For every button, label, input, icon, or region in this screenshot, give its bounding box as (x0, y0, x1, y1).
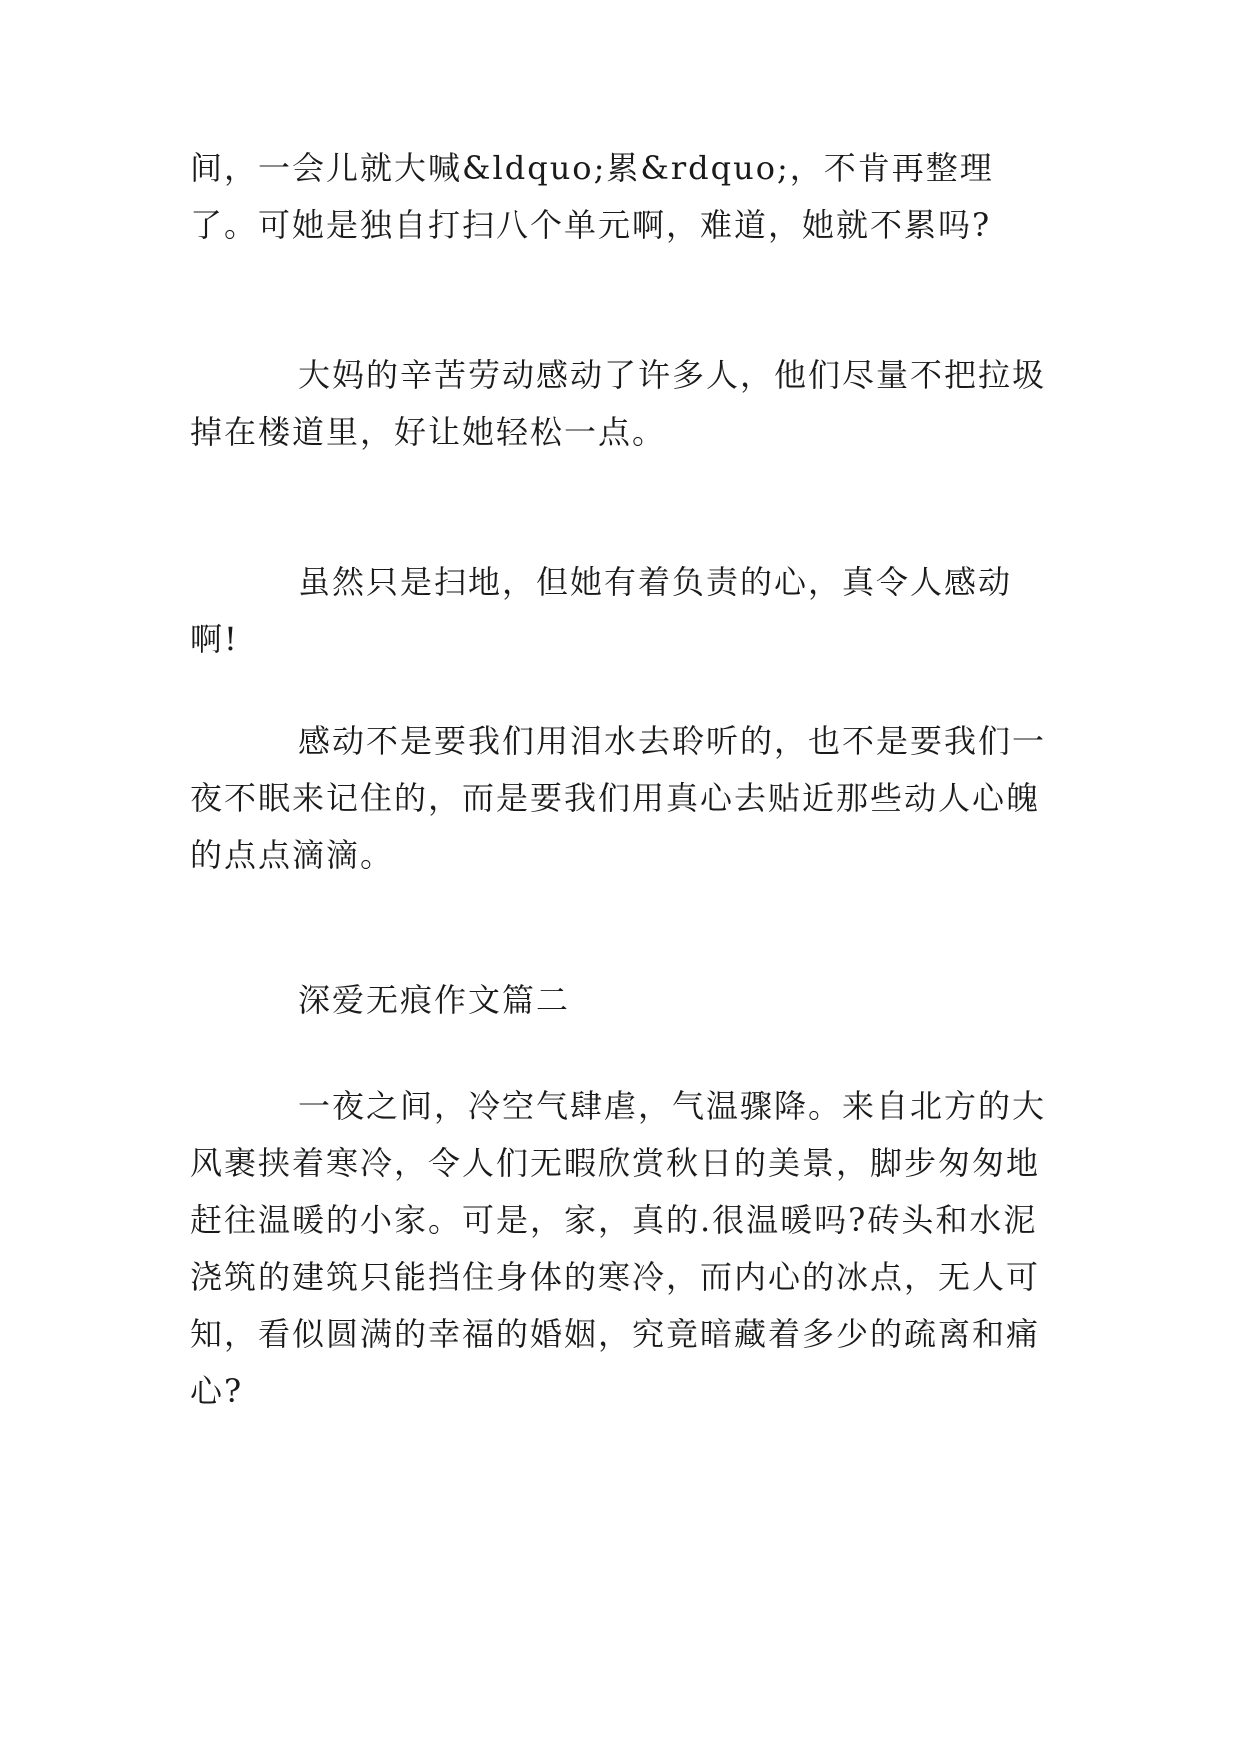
paragraph-cold-night: 一夜之间，冷空气肆虐，气温骤降。来自北方的大风裹挟着寒冷，令人们无暇欣赏秋日的美景，脚步匆匆地赶往温暖的小家。可是，家，真的.很温暖吗?砖头和水泥浇筑的建筑只能挡住身体的寒冷，而内心的冰点，无人可知，看似圆满的幸福的婚姻，究竟暗藏着多少的疏离和痛心? (190, 1087, 1047, 1410)
paragraph-continued: 间，一会儿就大喊&ldquo;累&rdquo;，不肯再整理了。可她是独自打扫八个单元啊，难道，她就不累吗? (190, 149, 994, 244)
paragraph-moving-meaning: 感动不是要我们用泪水去聆听的，也不是要我们一夜不眠来记住的，而是要我们用真心去贴近那些动人心魄的点点滴滴。 (190, 722, 1047, 874)
paragraph-auntie-labor: 大妈的辛苦劳动感动了许多人，他们尽量不把拉圾掉在楼道里，好让她轻松一点。 (190, 356, 1047, 451)
section-heading: 深爱无痕作文篇二 (298, 981, 571, 1019)
paragraph-responsible-heart: 虽然只是扫地，但她有着负责的心，真令人感动啊! (190, 563, 1013, 658)
